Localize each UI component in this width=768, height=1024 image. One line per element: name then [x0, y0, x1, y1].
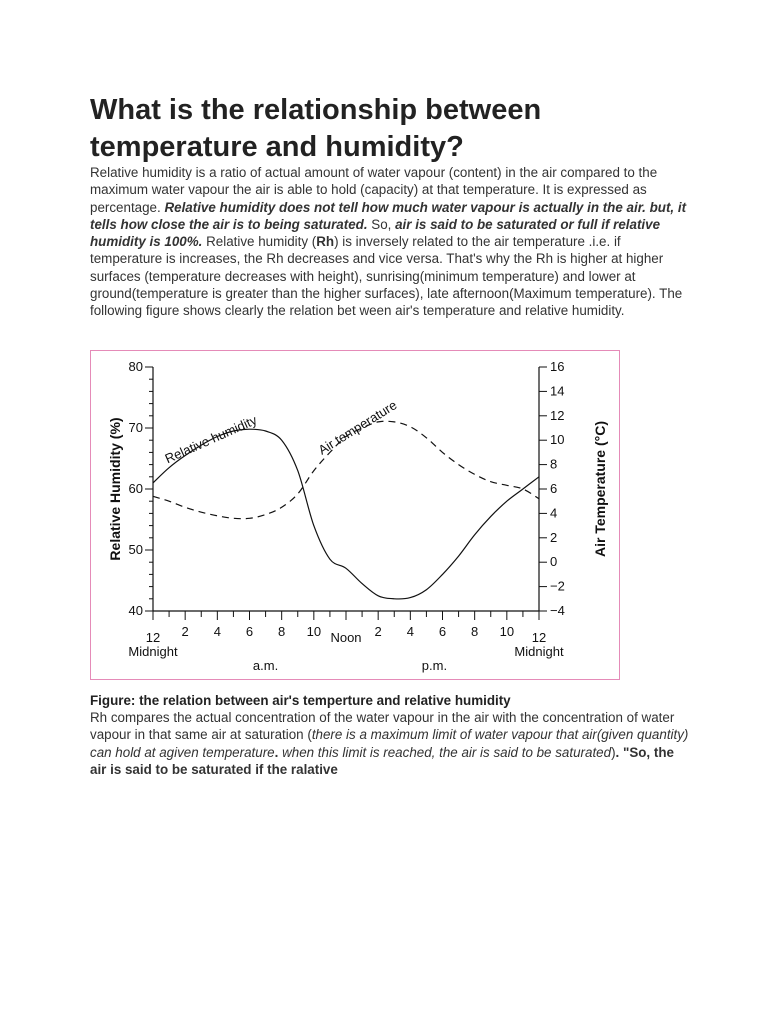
x-tick-label: 2: [374, 624, 382, 639]
text-segment: Rh: [316, 234, 335, 250]
air-temperature-curve-label: Air temperature: [315, 397, 400, 458]
text-segment: Relative humidity (: [202, 234, 317, 250]
x-tick-label: 12: [531, 630, 547, 645]
x-tick-label: 4: [406, 624, 414, 639]
right-tick-label: −2: [550, 578, 565, 594]
text-segment: .: [274, 744, 283, 760]
x-tick-label: 12: [145, 630, 161, 645]
right-tick-label: 6: [550, 481, 558, 496]
pm-label: p.m.: [421, 658, 448, 673]
text-segment: Relative humidity is a ratio of actual amount of water vapour (content) in the air compared to the maximum water vapour the air is able to hold (capacity) at that temperature. It is expressed as percentage.: [90, 165, 658, 215]
text-segment: when this limit is reached, the air is said to be saturated: [282, 744, 612, 760]
left-tick-label: 50: [128, 542, 143, 557]
relative-humidity-curve-label: Relative humidity: [162, 412, 260, 467]
right-tick-label: 8: [550, 456, 558, 472]
right-tick-label: 14: [550, 383, 565, 399]
right-tick-label: 4: [550, 505, 558, 521]
text-segment: air is said to be saturated or full if relative humidity is 100%.: [90, 216, 661, 250]
article-title: What is the relationship between temperature and humidity?: [90, 94, 542, 163]
figure-caption: Figure: the relation between air's temperture and relative humidity: [90, 693, 511, 708]
x-tick-label: 8: [278, 624, 286, 639]
x-tick-label: 8: [471, 624, 479, 639]
text-segment: . "So, the air is said to be saturated if the ralative: [90, 744, 674, 777]
right-tick-label: 2: [550, 529, 558, 545]
x-tick-label: 6: [438, 624, 447, 639]
left-tick-label: 40: [128, 603, 143, 618]
x-midnight-label-right: Midnight: [514, 644, 564, 659]
right-tick-label: 0: [550, 554, 558, 570]
text-segment: there is a maximum limit of water vapour that air(given quantity) can hold at agiven temperature: [90, 727, 689, 760]
left-tick-label: 80: [128, 359, 143, 374]
x-tick-label: 4: [213, 624, 221, 639]
x-tick-label: Noon: [330, 630, 362, 645]
temperature-humidity-chart: [91, 351, 619, 679]
text-segment: ): [611, 744, 616, 760]
x-tick-label: 10: [499, 624, 515, 639]
right-axis-title: Air Temperature (°C): [592, 420, 608, 558]
text-segment: So,: [367, 216, 396, 232]
text-segment: ) is inversely related to the air temperature .i.e. if temperature is increases, the Rh decreases and vice versa. That's why the Rh is higher at higher surfaces (temperature decreases with height), sunrising(minimum temperature) and lower at ground(temperature is greater than the higher surfaces), late afternoon(Maximum temperature). The following figure shows clearly the relation bet ween air's temperature and relative humidity.: [90, 234, 683, 319]
intro-paragraph: [90, 164, 690, 320]
left-axis-title: Relative Humidity (%): [107, 417, 123, 561]
figure-frame: [90, 350, 620, 680]
x-midnight-label-left: Midnight: [128, 644, 178, 659]
right-tick-label: 16: [550, 359, 565, 374]
text-segment: Relative humidity does not tell how much water vapour is actually in the air. but, it tells how close the air is to being saturated.: [90, 199, 687, 232]
am-label: a.m.: [252, 658, 279, 673]
right-tick-label: −4: [550, 603, 565, 618]
right-tick-label: 12: [550, 407, 565, 423]
x-tick-label: 2: [181, 624, 189, 639]
text-segment: Rh compares the actual concentration of the water vapour in the air with the concentration of water vapour in that same air at saturation (: [90, 710, 675, 743]
left-tick-label: 70: [128, 420, 143, 435]
left-tick-label: 60: [128, 481, 143, 496]
x-tick-label: 6: [245, 624, 254, 639]
x-tick-label: 10: [306, 624, 322, 639]
right-tick-label: 10: [550, 432, 565, 448]
body-paragraph-2: [90, 709, 690, 778]
